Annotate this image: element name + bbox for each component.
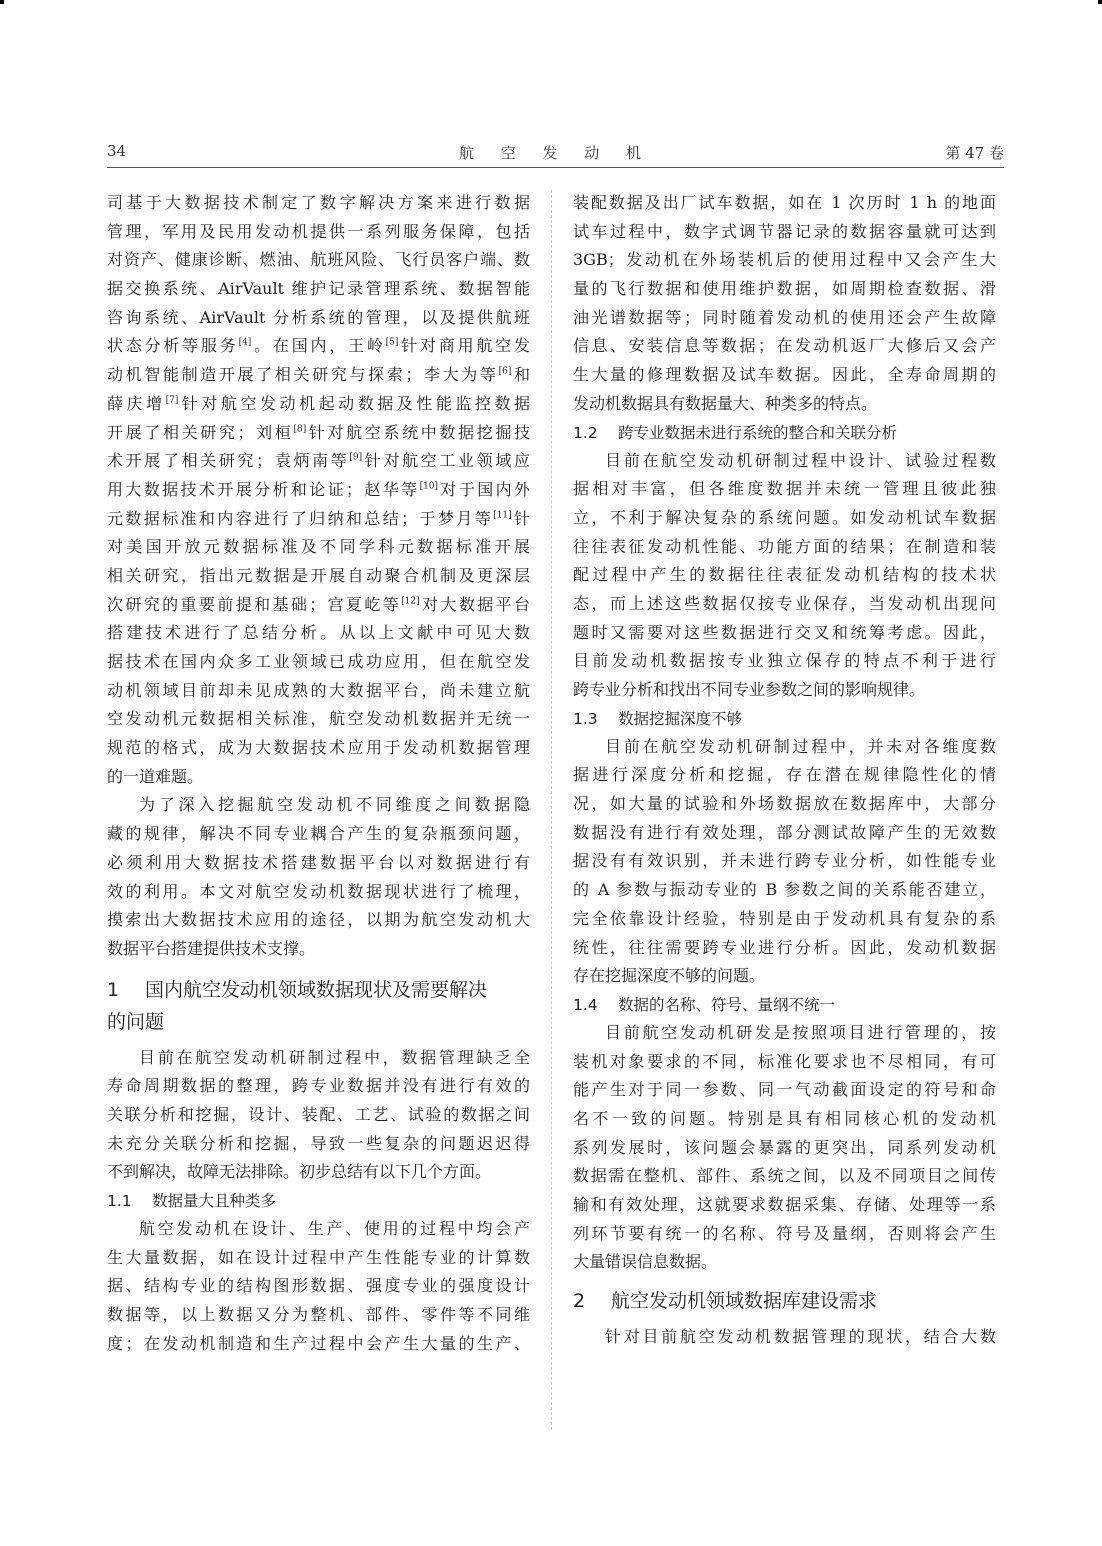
subsection-heading-1-2 [573, 419, 996, 447]
text-line: 航空发动机在设计、生产、使用的过程中均会产 [139, 1219, 530, 1238]
crop-mark-top-left [0, 0, 4, 4]
text-line [107, 505, 530, 534]
volume-label: 第 47 卷 [945, 144, 1004, 162]
text-line: 数据需在整机、部件、系统之间，以及不同项目之间传 [573, 1166, 996, 1186]
subsection-title: 数据的名称、符号、量纲不统一 [618, 995, 836, 1014]
text-span: 术开展了相关研究；袁炳南等 [107, 451, 350, 471]
text-line: 名不一致的问题。特别是具有相同核心机的发动机 [573, 1108, 996, 1128]
section-title: 航空发动机领域数据库建设需求 [611, 1290, 878, 1313]
text-span: 针对航空发动机起动数据及性能监控数据 [178, 393, 530, 413]
text-line: 空发动机元数据相关标准，航空发动机数据并无统一 [107, 709, 530, 729]
paragraph-1-3 [573, 733, 996, 991]
subsection-number: 1.4 [573, 995, 598, 1014]
text-line [107, 591, 530, 620]
text-line: 效的利用。本文对航空发动机数据现状进行了梳理， [107, 881, 530, 901]
text-line: 的一道难题。 [107, 766, 204, 786]
subsection-title: 数据量大且种类多 [152, 1192, 277, 1210]
text-line: 配过程中产生的数据往往表征发动机结构的技术状 [573, 565, 996, 585]
text-line: 油光谱数据等；同时随着发动机的使用还会产生故障 [573, 307, 996, 327]
text-line: 据交换系统、AirVault 维护记录管理系统、数据智能 [107, 279, 530, 299]
text-line: 输和有效处理，这就要求数据采集、存储、处理等一系 [573, 1195, 996, 1214]
text-line [107, 419, 530, 448]
citation-ref: [10] [419, 481, 439, 492]
paragraph-purpose [107, 791, 530, 963]
text-line: 藏的规律，解决不同专业耦合产生的复杂瓶颈问题， [107, 824, 530, 844]
text-line: 的 A 参数与振动专业的 B 参数之间的关系能否建立， [573, 880, 996, 900]
journal-title: 航 空 发 动 机 [458, 144, 653, 162]
section-heading-1 [107, 974, 530, 1038]
heading-line: 的问题 [107, 1010, 165, 1033]
text-span: 薛庆增 [107, 393, 166, 413]
citation-ref: [4] [238, 338, 252, 349]
citation-ref: [6] [498, 366, 512, 377]
text-line: 况，如大量的试验和外场数据放在数据库中，大部分 [573, 794, 996, 814]
text-line: 立，不利于解决复杂的系统问题。如发动机试车数据 [573, 507, 996, 527]
text-span: 针 [511, 508, 530, 528]
crop-mark-top-right [1098, 0, 1102, 4]
text-line: 规范的格式，成为大数据技术应用于发动机数据管理 [107, 738, 530, 758]
text-line: 必须利用大数据技术搭建数据平台以对数据进行有 [107, 852, 530, 872]
text-line: 数据等，以上数据又分为整机、部件、零件等不同维 [107, 1305, 530, 1325]
citation-ref: [12] [401, 596, 420, 607]
text-line: 大量错误信息数据。 [573, 1252, 718, 1272]
subsection-number: 1.2 [573, 423, 598, 442]
citation-ref: [11] [493, 510, 512, 521]
subsection-heading-1-1 [107, 1187, 530, 1215]
text-span: 针对航空系统中数据挖掘技 [306, 422, 530, 442]
text-line: 目前在航空发动机研制过程中设计、试验过程数 [605, 450, 996, 470]
text-line: 题时又需要对这些数据进行交叉和统筹考虑。因此， [573, 622, 996, 642]
text-line: 列环节要有统一的名称、符号及量纲，否则将会产生 [573, 1223, 996, 1243]
text-line: 态，而上述这些数据仅按专业保存，当发动机出现问 [573, 593, 996, 613]
text-line: 对资产、健康诊断、燃油、航班风险、飞行员客户端、数 [107, 250, 530, 270]
text-span: 动机智能制造开展了相关研究与探索；李大为等 [107, 365, 499, 385]
text-line: 据、结构专业的结构图形数据、强度专业的强度设计 [107, 1276, 530, 1296]
text-span: 用大数据技术开展分析和论证；赵华等 [107, 479, 420, 499]
subsection-title: 跨专业数据未进行系统的整合和关联分析 [618, 423, 898, 442]
text-line: 搭建技术进行了总结分析。从以上文献中可见大数 [107, 623, 530, 643]
subsection-number: 1.3 [573, 709, 598, 728]
text-line: 数据没有进行有效处理，部分测试故障产生的无效数 [573, 822, 996, 842]
paragraph-1-2 [573, 447, 996, 705]
subsection-heading-1-3 [573, 705, 996, 733]
text-span: 对大数据平台 [419, 594, 530, 614]
text-line: 不到解决，故障无法排除。初步总结有以下几个方面。 [107, 1162, 492, 1182]
text-line: 动机领域目前却未见成熟的大数据平台，尚未建立航 [107, 680, 530, 700]
text-line: 发动机数据具有数据量大、种类多的特点。 [573, 393, 878, 413]
text-line: 装机对象要求的不同，标准化要求也不尽相同，有可 [573, 1051, 996, 1071]
text-line: 3GB；发动机在外场装机后的使用过程中又会产生大 [573, 250, 996, 270]
text-span: 开展了相关研究；刘桓 [107, 422, 294, 442]
text-line: 司基于大数据技术制定了数字解决方案来进行数据 [107, 193, 530, 212]
text-line: 寿命周期数据的整理，跨专业数据并没有进行有效的 [107, 1076, 530, 1096]
page-number: 34 [107, 142, 127, 160]
section-heading-2 [573, 1285, 996, 1317]
text-line: 生大量数据，如在设计过程中产生性能专业的计算数 [107, 1247, 530, 1267]
text-line: 能产生对于同一参数、同一气动截面设定的符号和命 [573, 1080, 996, 1100]
text-line [107, 390, 530, 419]
text-line: 度；在发动机制造和生产过程中会产生大量的生产、 [107, 1333, 530, 1353]
text-line: 未充分关联分析和挖掘，导致一些复杂的问题迟迟得 [107, 1133, 530, 1153]
subsection-title: 数据挖掘深度不够 [618, 709, 743, 728]
citation-ref: [7] [165, 395, 179, 406]
paragraph-intro-refs [107, 189, 530, 791]
section-title: 国内航空发动机领域数据现状及需要解决 [145, 978, 488, 1001]
text-line: 完全依靠设计经验，特别是由于发动机具有复杂的系 [573, 908, 996, 928]
text-line [107, 361, 530, 390]
text-span: 状态分析等服务 [107, 336, 239, 356]
text-line: 据技术在国内众多工业领域已成功应用，但在航空发 [107, 652, 530, 671]
text-line: 信息、安装信息等数据；在发动机返厂大修后又会产 [573, 336, 996, 356]
heading-line [573, 1285, 996, 1317]
text-line: 据没有有效识别，并未进行跨专业分析，如性能专业 [573, 851, 996, 871]
text-line: 生大量的修理数据及试车数据。因此，全寿命周期的 [573, 365, 996, 385]
text-line: 统性，往往需要跨专业进行分析。因此，发动机数据 [573, 937, 996, 957]
text-span: 针对航空工业领域应 [362, 451, 530, 471]
text-line: 系列发展时，该问题会暴露的更突出，同系列发动机 [573, 1137, 996, 1157]
running-header [107, 140, 1004, 166]
header-rule [107, 167, 1004, 168]
paragraph-1-4 [573, 1019, 996, 1277]
text-line: 目前航空发动机研发是按照项目进行管理的，按 [605, 1022, 996, 1042]
text-span: 。在国内，王岭 [251, 336, 386, 356]
text-line [107, 447, 530, 476]
text-line: 关联分析和挖掘，设计、装配、工艺、试验的数据之间 [107, 1104, 530, 1124]
paragraph-section-2 [573, 1323, 996, 1352]
text-line: 目前在航空发动机研制过程中，数据管理缺乏全 [139, 1047, 530, 1067]
citation-ref: [9] [349, 452, 363, 463]
text-line [107, 332, 530, 361]
text-span: 次研究的重要前提和基础；宫夏屹等 [107, 594, 402, 614]
text-line: 试车过程中，数字式调节器记录的数据容量就可达到 [573, 221, 996, 241]
text-line [107, 476, 530, 505]
paragraph-1-1 [107, 1215, 530, 1358]
paragraph-1-1-cont [573, 189, 996, 419]
subsection-heading-1-4 [573, 991, 996, 1019]
text-line: 对美国开放元数据标准及不同学科元数据标准开展 [107, 537, 530, 557]
citation-ref: [5] [385, 338, 399, 349]
text-line: 管理，军用及民用发动机提供一系列服务保障，包括 [107, 221, 530, 241]
right-column [573, 189, 996, 1352]
text-span: 对于国内外 [438, 479, 530, 499]
subsection-number: 1.1 [107, 1192, 132, 1210]
text-line: 相关研究，指出元数据是开展自动聚合机制及更深层 [107, 565, 530, 585]
column-divider [551, 190, 552, 1430]
section-number: 2 [573, 1290, 586, 1313]
text-line: 跨专业分析和找出不同专业参数之间的影响规律。 [573, 680, 926, 699]
text-line: 为了深入挖掘航空发动机不同维度之间数据隐 [139, 795, 530, 815]
citation-ref: [8] [293, 424, 307, 435]
heading-line [107, 974, 530, 1006]
text-line: 往往表征发动机性能、功能方面的结果；在制造和装 [573, 536, 996, 556]
section-number: 1 [107, 978, 120, 1001]
text-line: 装配数据及出厂试车数据，如在 1 次历时 1 h 的地面 [573, 193, 996, 212]
text-span: 元数据标准和内容进行了归纳和总结；于梦月等 [107, 508, 494, 528]
text-line: 数据平台搭建提供技术支撑。 [107, 938, 316, 958]
text-line: 针对目前航空发动机数据管理的现状，结合大数 [605, 1327, 996, 1347]
text-line: 目前在航空发动机研制过程中，并未对各维度数 [605, 736, 996, 756]
text-line: 存在挖掘深度不够的问题。 [573, 966, 766, 986]
text-line: 据进行深度分析和挖掘，存在潜在规律隐性化的情 [573, 765, 996, 785]
text-line: 目前发动机数据按专业独立保存的特点不利于进行 [573, 651, 996, 671]
text-line: 量的飞行数据和使用维护数据，如周期检查数据、滑 [573, 279, 996, 299]
left-column [107, 189, 530, 1358]
text-line: 咨询系统、AirVault 分析系统的管理，以及提供航班 [107, 307, 530, 327]
text-line: 据相对丰富，但各维度数据并未统一管理且彼此独 [573, 479, 996, 499]
paragraph-section-1 [107, 1044, 530, 1187]
text-line: 摸索出大数据技术应用的途径，以期为航空发动机大 [107, 910, 530, 930]
text-span: 和 [511, 365, 530, 385]
text-span: 针对商用航空发 [398, 336, 530, 356]
